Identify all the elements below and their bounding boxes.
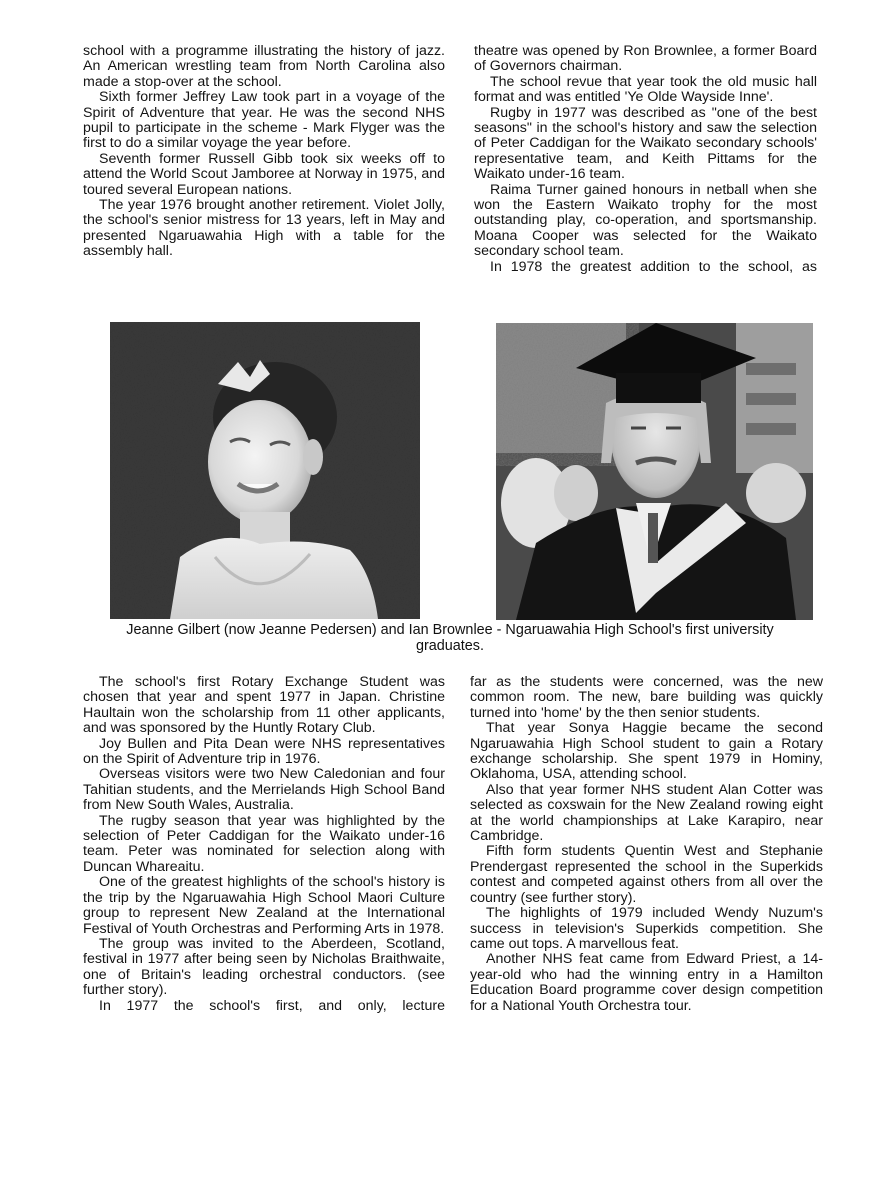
photo-caption: Jeanne Gilbert (now Jeanne Pedersen) and Ian Brownlee - Ngaruawahia High School's first university graduates. [126, 622, 774, 654]
article-column-bottom-right [470, 675, 823, 1014]
paragraph: Fifth form students Quentin West and Stephanie Prendergast represented the school in the Superkids contest and competed against others from all over the country (see further story). [470, 843, 823, 906]
paragraph-continued: In 1977 the school's first, and only, lecture [99, 997, 445, 1014]
portrait-woman-image [110, 322, 420, 619]
photo-ian-brownlee [496, 323, 813, 620]
photo-jeanne-gilbert [110, 322, 420, 619]
article-column-bottom-left [83, 675, 445, 1014]
article-column-top-left [83, 44, 445, 260]
paragraph: That year Sonya Haggie became the second Ngaruawahia High School student to gain a Rotary exchange scholarship. She spent 1979 in Hominy, Oklahoma, USA, attending school. [470, 720, 823, 783]
paragraph: The year 1976 brought another retirement. Violet Jolly, the school's senior mistress for 13 years, left in May and presented Ngaruawahia High with a table for the assembly hall. [83, 197, 445, 260]
paragraph: Joy Bullen and Pita Dean were NHS representatives on the Spirit of Adventure trip in 1976. [83, 735, 445, 768]
paragraph: Overseas visitors were two New Caledonian and four Tahitian students, and the Merrielands High School Band from New South Wales, Australia. [83, 766, 445, 814]
paragraph: One of the greatest highlights of the school's history is the trip by the Ngaruawahia High School Maori Culture group to represent New Zealand at the International Festival of Youth Orchestras and Performing Arts in 1978. [83, 874, 445, 937]
paragraph: The school revue that year took the old music hall format and was entitled 'Ye Olde Wayside Inne'. [474, 73, 817, 106]
paragraph-continued: In 1978 the greatest addition to the school, as [490, 258, 817, 275]
paragraph: The school's first Rotary Exchange Student was chosen that year and spent 1977 in Japan. Christine Haultain won the scholarship from 11 other applicants, and was sponsored by the Huntly Rotary Club. [83, 674, 445, 737]
paragraph: Seventh former Russell Gibb took six weeks off to attend the World Scout Jamboree at Norway in 1975, and toured several European nations. [83, 150, 445, 198]
paragraph: Rugby in 1977 was described as "one of the best seasons" in the school's history and saw the selection of Peter Caddigan for the Waikato secondary schools' representative team, and Keith Pittams for the Waikato under-16 team. [474, 104, 817, 183]
paragraph: The group was invited to the Aberdeen, Scotland, festival in 1977 after being seen by Nicholas Braithwaite, one of Britain's leading orchestral conductors. (see further story). [83, 935, 445, 999]
paragraph: The highlights of 1979 included Wendy Nuzum's success in television's Superkids competition. She came out tops. A marvellous feat. [470, 905, 823, 952]
paragraph: The rugby season that year was highlighted by the selection of Peter Caddigan for the Waikato under-16 team. Peter was nominated for selection along with Duncan Whareaitu. [83, 812, 445, 875]
graduate-man-image [496, 323, 813, 620]
article-column-top-right [474, 44, 817, 275]
paragraph: Sixth former Jeffrey Law took part in a voyage of the Spirit of Adventure that year. He was the second NHS pupil to participate in the scheme - Mark Flyger was the first to do a similar voyage the year before. [83, 89, 445, 152]
paragraph: far as the students were concerned, was the new common room. The new, bare building was quickly turned into 'home' by the then senior students. [470, 674, 823, 721]
paragraph: Also that year former NHS student Alan Cotter was selected as coxswain for the New Zealand rowing eight at the world championships at Lake Karapiro, near Cambridge. [470, 781, 823, 845]
paragraph: school with a programme illustrating the history of jazz. An American wrestling team from North Carolina also made a stop-over at the school. [83, 43, 445, 90]
paragraph: theatre was opened by Ron Brownlee, a former Board of Governors chairman. [474, 43, 817, 75]
paragraph: Another NHS feat came from Edward Priest, a 14-year-old who had the winning entry in a Hamilton Education Board programme cover design competition for a National Youth Orchestra tour. [470, 951, 823, 1014]
paragraph: Raima Turner gained honours in netball when she won the Eastern Waikato trophy for the most outstanding play, co-operation, and sportsmanship. Moana Cooper was selected for the Waikato secondary school team. [474, 181, 817, 260]
